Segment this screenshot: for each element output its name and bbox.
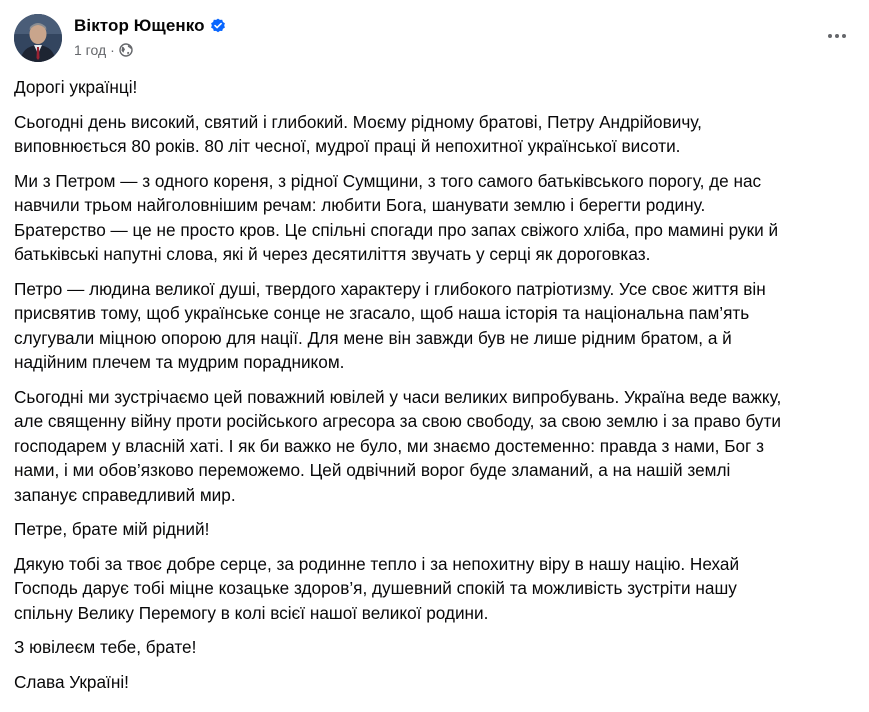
post-meta [74,42,133,58]
post-body [14,75,855,704]
post-paragraph: З ювілеєм тебе, брате! [14,637,197,657]
post-paragraph: Ми з Петром — з одного кореня, з рідної Сумщини, з того самого батьківського порогу, де нас навчили трьом найголовнішим речам: любити Бога, шанувати землю і берегти родину. Братерство — це не просто кров. Це спільні спогади про запах свіжого хліба, про мамині руки й батьківські напутні слова, які й через десятиліття звучать у серці як дороговказ. [14,170,779,264]
post-paragraph: Петре, брате мій рідний! [14,519,210,539]
more-dot [828,34,832,38]
post-paragraph: Дякую тобі за твоє добре серце, за родинне тепло і за непохитну віру в нашу націю. Нехай Господь дарує тобі міцне козацьке здоров’я, душевний спокій та можливість зустріти нашу спільну Велику Перемогу в колі всієї нашої великої родини. [14,553,740,623]
post-paragraph: Слава Україні! [14,671,129,692]
globe-icon[interactable] [119,43,133,57]
more-options-button[interactable] [819,18,855,54]
more-dot [835,34,839,38]
post-paragraph: Сьогодні день високий, святий і глибокий. Моєму рідному братові, Петру Андрійовичу, виповнюється 80 років. 80 літ чесної, мудрої праці й непохитної української висоти. [14,111,702,156]
post-paragraph: Петро — людина великої душі, твердого характеру і глибокого патріотизму. Усе своє життя він присвятив тому, щоб українське сонце не згасало, щоб наша історія та національна пам’ять слугували міцною опорою для нації. Для мене він завжди був не лише рідним братом, а й надійним плечем та мудрим порадником. [14,278,766,372]
author-row [74,16,226,36]
verified-badge-icon [210,18,226,34]
avatar-portrait [14,14,62,62]
author-name[interactable]: Віктор Ющенко [74,16,205,35]
author-avatar[interactable] [14,14,62,62]
post-paragraph: Сьогодні ми зустрічаємо цей поважний ювілей у часи великих випробувань. Україна веде важку, але священну війну проти російського агресора за свою свободу, за свою землю і за право бути господарем у власній хаті. І як би важко не було, ми знаємо достеменно: правда з нами, Бог з нами, і ми обов’язково переможемо. Цей одвічний ворог буде зламаний, а на нашій землі запанує справедливий мир. [14,386,782,505]
post-paragraph: Дорогі українці! [14,77,138,97]
post-timestamp[interactable]: 1 год [74,42,107,58]
more-dot [842,34,846,38]
post-header [14,12,855,66]
meta-separator: · [110,42,115,58]
